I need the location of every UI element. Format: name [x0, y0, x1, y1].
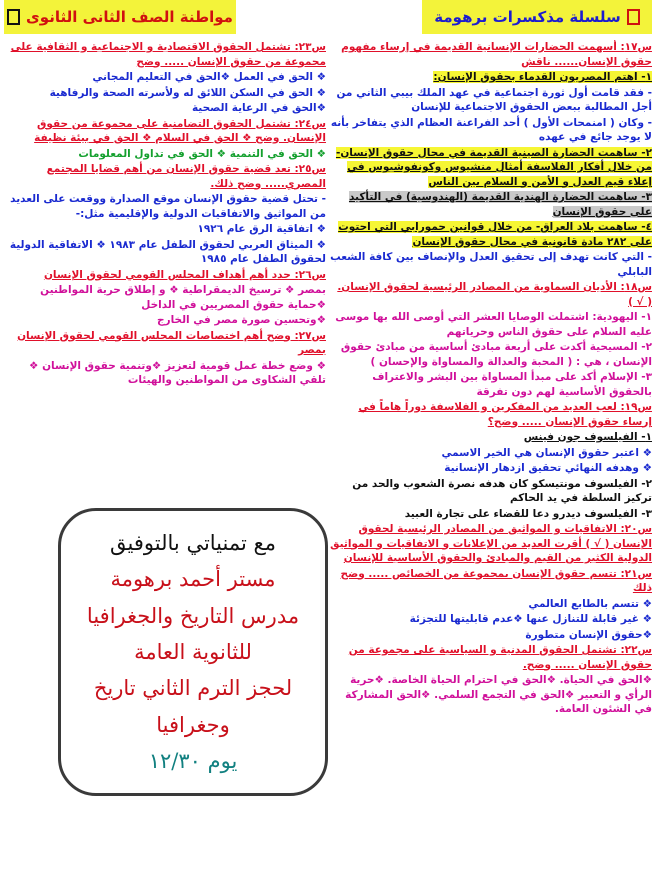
text-run: ❖وتحسين صورة مصر في الخارج — [156, 314, 326, 326]
text-run: ٢- الفيلسوف مونتيسكو كان هدفه نصرة الشعوب والحد من تركيز السلطة في يد الحاكم — [352, 477, 652, 504]
text-run: ١- الفيلسوف جون فينس — [523, 431, 652, 443]
text-run: ١- اليهودية: اشتملت الوصايا العشر التي أوصى الله بها موسى عليه السلام على حقوق الناس وحرياتهم — [335, 311, 652, 338]
text-run: س١٧: أسهمت الحضارات الإنسانية القديمة في إرساء مفهوم حقوق الإنسان...... ناقش — [341, 41, 652, 68]
text-run: ❖ اعتبر حقوق الإنسان هي الخير الاسمي — [441, 446, 652, 459]
text-line — [330, 40, 652, 69]
text-run: ٤- ساهمت بلاد العراق- من خلال قوانين حمورابي التي احتوت على ٢٨٢ مادة قانونية في مجال حقوق الإنسان — [338, 221, 652, 248]
text-run: ❖ وضع خطة عمل قومية لتعزيز ❖وتنمية حقوق الإنسان ❖ تلقي الشكاوى من المواطنين والهيئات — [29, 359, 326, 386]
text-run: ❖ الحق في العمل ❖الحق في التعليم المجاني — [92, 71, 326, 83]
text-line — [4, 268, 326, 283]
text-run: - فقد قامت أول ثورة اجتماعية في عهد الملك بيبي الثاني من أجل المطالبة ببعض الحقوق الاجتماعية للإنسان — [336, 86, 652, 113]
text-line — [330, 522, 652, 566]
text-run: ❖الحق في الحياة. ❖الحق في احترام الحياة الخاصة. ❖حرية الرأي و التعبير ❖الحق في التجمع السلمي. ❖الحق المشاركة في الشئون العامة. — [345, 674, 652, 715]
text-line — [4, 162, 326, 191]
text-run: بمصر ❖ ترسيخ الديمقراطية ❖ و إطلاق حرية المواطنين ❖حماية حقوق المصريين في الداخل — [40, 284, 326, 311]
text-line — [330, 116, 652, 145]
text-run: ❖ تتسم بالطابع العالمي — [528, 597, 652, 610]
card-teacher-subject: مدرس التاريخ والجغرافيا — [86, 603, 300, 628]
series-title-banner — [422, 0, 652, 34]
text-line — [4, 359, 326, 388]
text-line — [330, 250, 652, 279]
text-line — [330, 430, 652, 445]
text-line — [330, 446, 652, 461]
text-line — [330, 220, 652, 249]
text-run: س١٩: لعب العديد من المفكرين و الفلاسفة دوراً هاماً في إرساء حقوق الإنسان ..... وضح؟ — [358, 401, 652, 428]
text-line — [330, 190, 652, 219]
text-line — [4, 86, 326, 101]
text-run: - التي كانت تهدف إلى تحقيق العدل والإنصاف بين كافة الشعب البابلي — [330, 251, 652, 278]
text-run: ١- اهتم المصريون القدماء بحقوق الإنسان: — [433, 71, 652, 83]
text-line — [330, 86, 652, 115]
card-booking-subject: وجغرافيا — [156, 712, 230, 737]
text-line — [330, 461, 652, 476]
text-run: س٢٣: تشتمل الحقوق الاقتصادية و الاجتماعية و الثقافية على مجموعة من حقوق الإنسان ..... وضح — [10, 41, 326, 68]
card-wishes: مع تمنياتي بالتوفيق — [110, 531, 276, 556]
text-line — [330, 146, 652, 190]
text-line — [4, 70, 326, 85]
text-line — [330, 477, 652, 506]
text-run: ٣- ساهمت الحضارة الهندية القديمة (الهندوسية) في التأكيد على حقوق الإنسان — [348, 191, 652, 218]
text-line — [330, 643, 652, 672]
text-line — [4, 117, 326, 146]
text-run: ❖ اتفاقية الرق عام ١٩٢٦ — [197, 223, 326, 235]
course-title: مواطنة الصف الثانى الثانوى — [26, 8, 233, 26]
text-line — [330, 628, 652, 643]
text-run: س٢١: تتسم حقوق الإنسان بمجموعة من الخصائص ..... وضح ذلك — [340, 567, 652, 594]
text-line — [4, 101, 326, 116]
text-line — [4, 283, 326, 312]
text-run: ❖ وهدفه النهائي تحقيق ازدهار الإنسانية — [444, 462, 652, 474]
text-line — [330, 673, 652, 717]
text-line — [330, 612, 652, 627]
text-run: س١٨: الأديان السماوية من المصادر الرئيسية لحقوق الإنسان. ( √ ) — [337, 281, 652, 308]
text-line — [4, 238, 326, 267]
text-line — [4, 222, 326, 237]
text-line — [330, 340, 652, 369]
card-booking: لحجز الترم الثاني تاريخ — [93, 676, 293, 701]
card-date: يوم ١٢/٣٠ — [148, 748, 238, 773]
text-run: ٢- المسيحية أكدت على أربعة مبادئ أساسية من مبادئ حقوق الإنسان ، هي : ( المحبة والعدالة والمساواة والإحسان ) — [340, 341, 652, 368]
course-title-banner — [4, 0, 236, 34]
text-run: ❖الحق في الرعاية الصحية — [191, 102, 326, 114]
text-run: س٢٤: تشتمل الحقوق التضامنية على مجموعة من حقوق الإنسان. وضح ❖ الحق في السلام ❖ الحق في بيئة نظيفة — [34, 117, 326, 144]
text-run: ❖ الميثاق العربي لحقوق الطفل عام ١٩٨٣ ❖ الاتفاقية الدولية لحقوق الطفل عام ١٩٨٥ — [9, 238, 326, 265]
text-line — [330, 400, 652, 429]
text-run: ❖حقوق الإنسان متطورة — [525, 628, 652, 641]
text-run: ❖ غير قابلة للتنازل عنها ❖عدم قابليتها للتجزئة — [409, 613, 652, 625]
text-run: - تحتل قضية حقوق الإنسان موقع الصدارة ووقعت على العديد من المواثيق والاتفاقيات الدولية والإقليمية مثل:- — [10, 193, 326, 220]
card-teacher-name: مستر أحمد برهومة — [110, 567, 276, 592]
text-line — [330, 567, 652, 596]
text-line — [4, 329, 326, 358]
text-run: ٣- الإسلام أكد على مبدأ المساواة بين البشر والاعتراف بالحقوق الأساسية لهم دون تفرقة — [372, 371, 652, 398]
text-line — [330, 370, 652, 399]
checkbox-square-icon — [627, 9, 640, 25]
left-column — [4, 40, 326, 460]
checkbox-square-icon — [7, 9, 20, 25]
text-line — [330, 597, 652, 612]
text-run: ٢- ساهمت الحضارة الصينية القديمة في مجال حقوق الإنسان- من خلال أفكار الفلاسفة أمثال منشيوس وكونفوشيوس في إعلاء قيم العدل و الأمن و السلام بين الناس — [335, 146, 652, 188]
text-run: ٣- الفيلسوف ديدرو دعا للقضاء على تجارة العبيد — [404, 507, 652, 520]
text-run: س٢٦: حدد أهم أهداف المجلس القومي لحقوق الإنسان — [43, 268, 326, 281]
text-run: س٢٢: تشتمل الحقوق المدنية و السياسية على مجموعة من حقوق الإنسان ..... وضح. — [348, 644, 652, 671]
text-run: س٢٠: الاتفاقيات و المواثيق من المصادر الرئيسية لحقوق الإنسان ( √ ) أقرت العديد من الإعلانات و الاتفاقيات و المواثيق الدولية الكثير من القيم والمبادئ والحقوق الأساسية للإنسان — [330, 523, 652, 564]
text-run: س٢٧: وضح أهم اختصاصات المجلس القومي لحقوق الإنسان بمصر — [17, 329, 326, 356]
text-line — [330, 70, 652, 85]
text-run: - وكان ( امنمحات الأول ) أحد الفراعنة العظام الذي يتفاخر بأنه لا يوجد جائع في عهده — [330, 116, 652, 143]
teacher-card — [58, 508, 328, 796]
series-title: سلسلة مذكسرات برهومة — [434, 8, 621, 26]
text-line — [4, 192, 326, 221]
text-line — [330, 310, 652, 339]
card-level: للثانوية العامة — [134, 639, 252, 664]
right-column — [330, 40, 652, 880]
text-line — [4, 40, 326, 69]
text-line — [4, 313, 326, 328]
text-line — [330, 280, 652, 309]
text-line — [330, 507, 652, 522]
text-run: ❖ الحق في السكن اللائق له ولأسرته الصحة والرفاهية — [49, 86, 326, 99]
text-run: ❖ الحق في التنمية ❖ الحق في تداول المعلومات — [78, 147, 326, 160]
text-run: س٢٥: تعد قضية حقوق الإنسان من أهم قضايا المجتمع المصري..... وضح ذلك. — [46, 163, 326, 190]
text-line — [4, 147, 326, 162]
